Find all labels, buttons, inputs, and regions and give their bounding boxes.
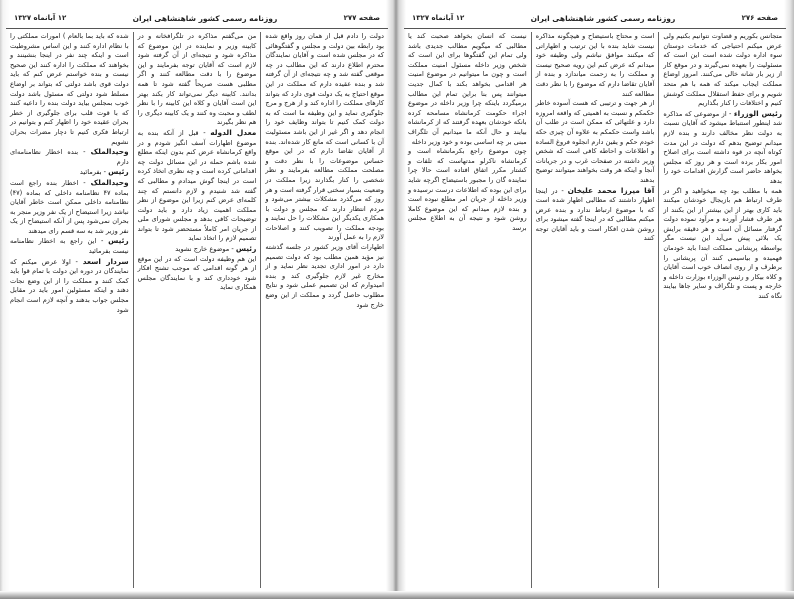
page-header: [6, 8, 388, 29]
paragraph-text: همه با مطلب بود چه میخواهید و اگر در طرف ارتباط هم بازیجال خودشان میکنند باید کاری بهتر از این بیشتر از این بکنند از هر طرف فشار آورده و مرآود نموده دولت گرفتار مسائل آن است و هر دقیقه برایش یک بلائی پیش می‌آید این نیست مگر بواسطه پریشانی مملکت ابتدا باید خودمان فهمیده و بیاسیمی کنند آن پریشانی را برطرف و از روی انصاف خوب است آقایان و کلاه بیکار و رئیس الوزراء بوزارت داخله و خارجه و پست و تلگراف و سایر جاها بیایند نگاه کنند: [663, 186, 782, 301]
paragraph-text: - بفرمائید: [79, 168, 107, 177]
paragraph: [138, 128, 257, 244]
paragraph-text: چون موضوع راجع بکرمانشاه است و کرمانشاه ناکرلو مدتهاست که تلفات و کشتار مکرر اتفاق افتاده است حالا چرا نماینده گان را مجبور باستیضاح اگرچه شاید برای این بوده که اطلاعات درست نرسیده و وزیر داخله از جریان امر مطلع نبوده است و بنده لازم میدانم که این موضوع کاملا روشن شود و نتیجه آن به اطلاع مجلس برسد: [407, 147, 527, 232]
text-column: [6, 32, 134, 588]
paragraph-text: دولت را دادم قبل از همان روز واقع شده بود رابطه بین دولت و مجلس و گفتگوهائی که در مجلس شده است و آقایان نمایندگان محترم اطلاع دارند که این مطالب در چه موقعی گفته شد و چه نتیجه‌ای از آن گرفته شد و بنده عقیده دارم که مملکت در این موقع احتیاج به یک دولت قوی دارد که بتواند کارهای مملکت را اداره کند و از هرج و مرج جلوگیری نماید و این وظیفه ما است که به دولت کمک کنیم تا بتواند وظایف خود را انجام دهد و اگر غیر از این باشد مسئولیت آن با کسانی است که مانع کار شده‌اند. بنده از آقایان تقاضا دارم که در این موقع حساس موضوعات را با نظر دقت و مصلحت مملکت مطالعه بفرمایند و نظر شخصی را کنار بگذارند زیرا مملکت در وضعیت بسیار سختی قرار گرفته است و هر روز که می‌گذرد مشکلات بیشتر می‌شود و مردم انتظار دارند که مجلس و دولت با همکاری یکدیگر این مشکلات را حل نمایند و بودجه مملکت را تصویب کنند و اصلاحات لازم را به عمل آورند: [265, 32, 384, 242]
page-number: صفحه ۲۷۷: [343, 14, 380, 22]
speaker-name: سردار اسعد: [82, 256, 129, 266]
text-column: [532, 32, 660, 588]
paragraph: [138, 244, 257, 255]
paragraph-text: نیست که انسان بخواهد صحبت کند یا مطالبی که میگویم مطالب جدیدی باشد ولی تمام این گفتگوها برای این است که شخص وزیر داخله مسئول امنیت مملکت است و چون ما میتوانیم در موضوع امنیت هر اقدامی بخواهد بکند با کمال جدیت میتوانند پس بنا براین تمام این مطالب برمیگردد باینکه چرا وزیر داخله در موضوع اجراء حکومت کرمانشاه مسامحه کرده بانکه خودشان بعهده گرفتند که از کرمانشاه بیایند و حال آنکه ما میدانیم آن تلگراف مبنی بر چه اساسی بوده و خود وزیر داخله: [407, 32, 527, 146]
speaker-name: آقا میرزا محمد علیخان: [567, 185, 655, 195]
paragraph: [536, 99, 655, 185]
newspaper-title: روزنامه رسمی کشور شاهنشاهی ایران: [530, 13, 676, 23]
paragraph: [408, 147, 527, 233]
paragraph-text: است و محتاج باستیضاح و هیچگونه مذاکره نیست شاید بنده با این ترتیب و اظهاراتی که میکنند موافق نباشم ولی وظیفه خود میدانم که عرض کنم این رویه صحیح نیست و مملکت را به زحمت میاندازد و بنده از آقایان تقاضا دارم که موضوع را با نظر دقت مطالعه کنند: [535, 32, 655, 98]
issue-date: ۱۲ آبانماه ۱۳۲۷: [14, 14, 67, 22]
paragraph: [663, 187, 782, 302]
newspaper-title: روزنامه رسمی کشور شاهنشاهی ایران: [132, 13, 278, 23]
text-column: [659, 32, 786, 588]
paragraph-text: اظهارات آقای وزیر کشور در جلسه گذشته نیز مؤید همین مطلب بود که دولت تصمیم دارد در امور اداری تجدید نظر نماید و از مخارج غیر لازم جلوگیری کند و بنده امیدوارم که این تصمیم عملی شود و نتایج مطلوب حاصل گردد و مملکت از این وضع خارج شود: [265, 243, 384, 309]
paragraph-text: - از موضوعی که مذاکره شد اینطور استنباط میشود که آقایان نسبت به دولت نظر مخالف دارند و بنده لازم میدانم توضیح بدهم که دولت در این مدت کوتاه آنچه در قوه داشته است برای اصلاح امور بکار برده است و هر روز که مجلس بخواهد حاضر است گزارش اقدامات خود را بدهد: [663, 109, 782, 185]
speaker-name: وحیدالملک: [90, 177, 129, 187]
paragraph: [408, 32, 527, 147]
text-columns: [6, 32, 388, 588]
paragraph: [10, 147, 129, 167]
speaker-name: رئیس: [108, 236, 129, 246]
paragraph: [265, 243, 384, 310]
speaker-name: رئیس الوزراء: [733, 108, 782, 118]
paragraph: [138, 255, 257, 293]
speaker-name: رئیس: [108, 167, 129, 177]
speaker-name: رئیس: [235, 244, 257, 254]
paragraph-text: - قبل از آنکه بنده به موضوع اظهارات آسف انگیز شودم و در واقع کرمانشاه عرض کنم بدون اینکه مطلع شده باشم حمله در این مسائل دولت چه اقداماتی کرده است و چه نظری اتخاذ کرده است در اینجا گوش میدادم و مطالبی که گفته شد شنیدم و لازم دانستم که چند کلمه‌ای عرض کنم زیرا این موضوع از نظر مملکت اهمیت زیاد دارد و باید دولت توضیحات کافی بدهد و مجلس شورای ملی از جریان امر کاملاً مستحضر شود تا بتواند تصمیم لازم را اتخاذ نماید: [137, 128, 257, 243]
paragraph-text: این هم وظیفه دولت است که در این موقع از هر گونه اقدامی که موجب تشنج افکار شود خودداری کند و با نمایندگان مجلس همکاری نماید: [137, 254, 257, 292]
speaker-name: وحیدالملک: [90, 147, 129, 157]
paragraph-text: - این راجع به اخطار نظامنامه نیست بفرمائید: [9, 237, 129, 256]
paragraph: [663, 32, 782, 109]
paragraph-text: - اخطار بنده راجع است بماده ۴۷ نظامنامه داخلی که بماده (۴۷) نظامنامه داخلی ممکن است خاطر آقایان نباشد زیرا استیضاح از یک نفر وزیر منجر به بحران نمی‌شود پس از آنکه استیضاح از یک نفر وزیر شد به سه قسم رای میدهند: [9, 178, 129, 235]
paragraph: [536, 32, 655, 99]
paragraph-text: - موضوع خارج نشوید: [175, 245, 234, 254]
issue-date: ۱۲ آبانماه ۱۳۲۷: [412, 14, 465, 22]
paragraph: [10, 178, 129, 237]
paragraph: [536, 186, 655, 245]
page-number: صفحه ۲۷۶: [741, 14, 778, 22]
paragraph-text: متجانس بکوریم و قضاوت نتوانیم بکنیم ولی عرض میکنم احتیاجی که خدمات دوستان سوء اداره دولت شده است این است که مسئولیت را بعهده نمی‌گیرند و در موقع کار از زیر بار شانه خالی می‌کنند. امروز اوضاع مملکت ایجاب میکند که همه با هم متحد شویم و برای حفظ استقلال مملکت کوشش کنیم و اختلافات را کنار بگذاریم: [663, 32, 782, 108]
paragraph-text: شده که باید بما بالعام ) امورات مملکتی را با نظام اداره کنند و این اساس مشروطیت است و اینکه چند نفر در اینجا بنشینند و بخواهند که مملکت را اداره کنند این صحیح نیست و بنده خواستم عرض کنم که باید دولت قوی باشد دولتی که بتواند بر اوضاع مسلط شود دولتی که مسئول باشد دولت خوب بمجلس بیاید دولت بنده را داعیه کنند که با قوت قلب برای جلوگیری از خطر بحران عقیده خود را اظهار کنم و بتوانیم در ارتباط فکری کنیم تا دچار مضرات بحران نشویم: [9, 32, 129, 146]
paragraph: [265, 32, 384, 243]
speaker-name: معدل الدوله: [210, 127, 257, 137]
paragraph: [10, 257, 129, 316]
text-columns: [404, 32, 786, 588]
paragraph: [663, 109, 782, 187]
paragraph-text: من می‌گفتم مذاکره در تلگرافخانه و در کابینه وزیر و نماینده در این موضوع که مذاکره شود و نتیجه‌ای از آن گرفته شود لازم است که آقایان توجه بفرمایند و این موضوع را با دقت مطالعه کنند و اگر مطلبی هست صریحاً گفته شود تا همه بدانند. کابینه دیگر نمی‌تواند کار بکند بهتر این است آقایان و کلاه این کابینه را با نظر لطف و محبت وه کنند و یک کابینه دیگری را هم نظر بگیرند: [137, 32, 257, 127]
paragraph: [10, 167, 129, 178]
left-page: [6, 8, 388, 590]
text-column: [404, 32, 532, 588]
paragraph-text: - در اینجا اظهار داشتند که مطالبی اظهار شده است که با موضوع ارتباط ندارد و بنده عرض میکنم مطالبی که در اینجا گفته میشود برای روشن شدن افکار است و باید آقایان توجه کنند: [535, 186, 655, 243]
right-page: [404, 8, 786, 590]
text-column: [134, 32, 262, 588]
paragraph-text: - بنده اخطار نظامنامه‌ای دارم: [9, 148, 129, 166]
paragraph-text: - اولا عرض میکنم که نمایندگان در دوره این دولت با تمام قوا باید کمک کنند و مملکت را از این وضع نجات دهند و اینکه مسئولین امور باید در مقابل مجلس جواب بدهند و آنچه لازم است انجام شود: [9, 257, 129, 314]
text-column: [261, 32, 388, 588]
paragraph: [10, 32, 129, 147]
page-header: [404, 8, 786, 29]
page-bottom-edge: [0, 591, 794, 599]
paragraph: [138, 32, 257, 128]
paragraph: [10, 236, 129, 256]
paragraph-text: از هر جهت و ترتیبی که هست آسوده خاطر حکمکم و نسبت به اهمیتی که واقعه امروزه دارد و علتهائی که ممکن است در طلب آن باشد واست حکمکم به علاوه آن چیزی حکه خودم حکم و یقین دارم انجلوه فروغ الساده و اطلاعات و احاطه کافی است که شخص وزیر داشته در صفحات غرب و در جریانات آنجا و اینکه هر وقت بخواهند میتوانند توضیح بدهند: [535, 99, 655, 184]
